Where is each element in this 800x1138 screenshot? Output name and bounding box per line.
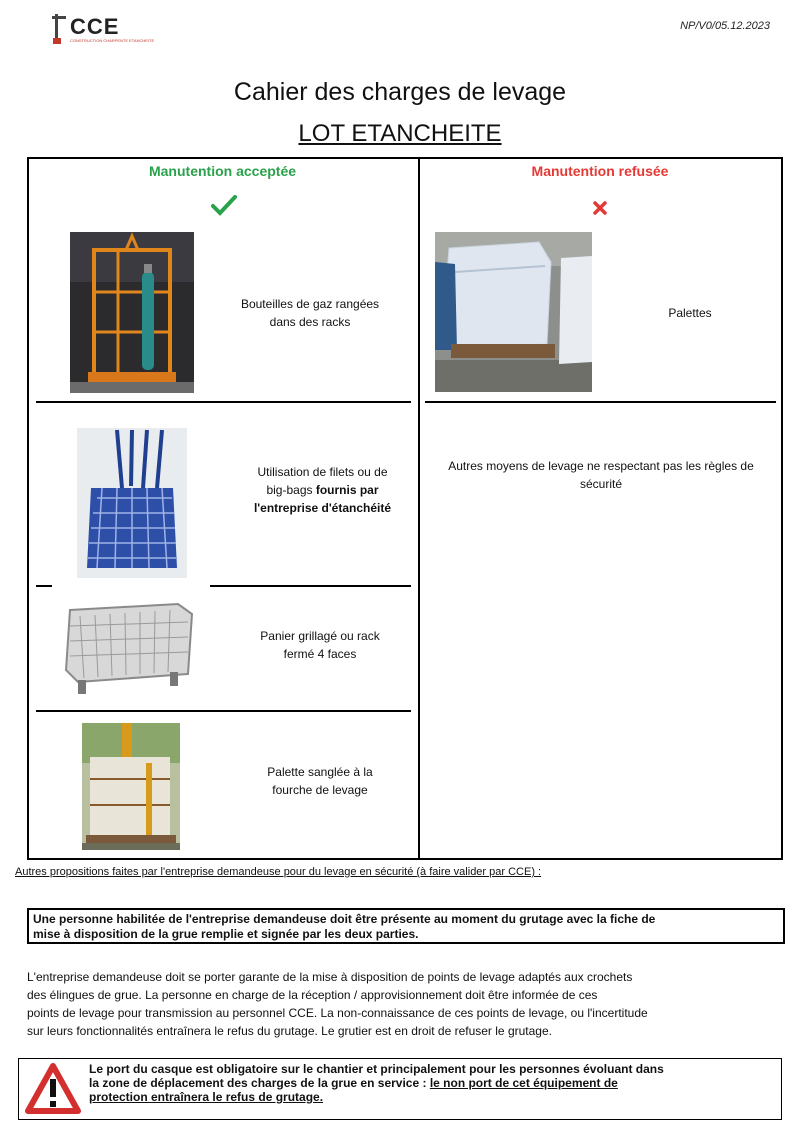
row-divider	[36, 585, 52, 587]
gas-rack-image	[70, 232, 194, 393]
row-divider	[425, 401, 776, 403]
row-divider	[210, 585, 411, 587]
lifting-points-paragraph: L'entreprise demandeuse doit se porter garante de la mise à disposition de points de levage adaptés aux crochets des élingues de grue. La personne en charge de la réception / approvisionnement doit être informée de ces points de levage pour transmission au personnel CCE. La non-connaissance de ces points de levage, ou l'incertitude sur leurs fonctionnalités entraînera le refus du grutage. Le grutier est en droit de refuser le grutage.	[27, 970, 648, 1038]
cross-icon	[592, 200, 608, 216]
accepted-item-3-text: Panier grillagé ou rack fermé 4 faces	[260, 629, 380, 661]
warning-triangle-icon	[25, 1063, 81, 1115]
accepted-item-4-text: Palette sanglée à la fourche de levage	[267, 765, 373, 797]
logo-text: CCE	[70, 14, 120, 39]
strapped-pallet-image	[82, 723, 180, 850]
check-icon	[211, 194, 237, 216]
document-reference: NP/V0/05.12.2023	[680, 20, 770, 32]
refused-item-2-text: Autres moyens de levage ne respectant pas les règles de sécurité	[448, 459, 754, 491]
logo-tagline: CONSTRUCTION CHARPENTE ETANCHEITE	[70, 38, 155, 43]
helmet-warning-box	[18, 1058, 782, 1120]
operator-requirement-box: Une personne habilitée de l'entreprise demandeuse doit être présente au moment du grutage avec la fiche de mise à disposition de la grue remplie et signée par les deux parties.	[27, 908, 785, 944]
page-subtitle: LOT ETANCHEITE	[298, 120, 502, 147]
accepted-item-1-text: Bouteilles de gaz rangées dans des racks	[240, 297, 380, 329]
refused-header: Manutention refusée	[531, 163, 669, 179]
row-divider	[36, 710, 411, 712]
accepted-item-2-text: Utilisation de filets ou de big-bags fournis par l'entreprise d'étanchéité	[253, 465, 392, 515]
row-divider	[36, 401, 411, 403]
company-logo	[50, 12, 155, 46]
helmet-warning-text: Le port du casque est obligatoire sur le chantier et principalement pour les personnes évoluant dans la zone de déplacement des charges de la grue en service : le non port de cet équipement de protection entraînera le refus de grutage.	[89, 1062, 664, 1104]
refused-item-1-text: Palettes	[668, 306, 712, 320]
page-title: Cahier des charges de levage	[233, 78, 567, 106]
proposals-label: Autres propositions faites par l'entreprise demandeuse pour du levage en sécurité (à faire valider par CCE) :	[15, 866, 542, 878]
crane-hook-icon	[52, 14, 68, 44]
net-bag-image	[77, 428, 187, 578]
mesh-basket-image	[60, 596, 198, 696]
bigbag-pallets-image	[435, 232, 592, 392]
accepted-header: Manutention acceptée	[148, 163, 297, 179]
